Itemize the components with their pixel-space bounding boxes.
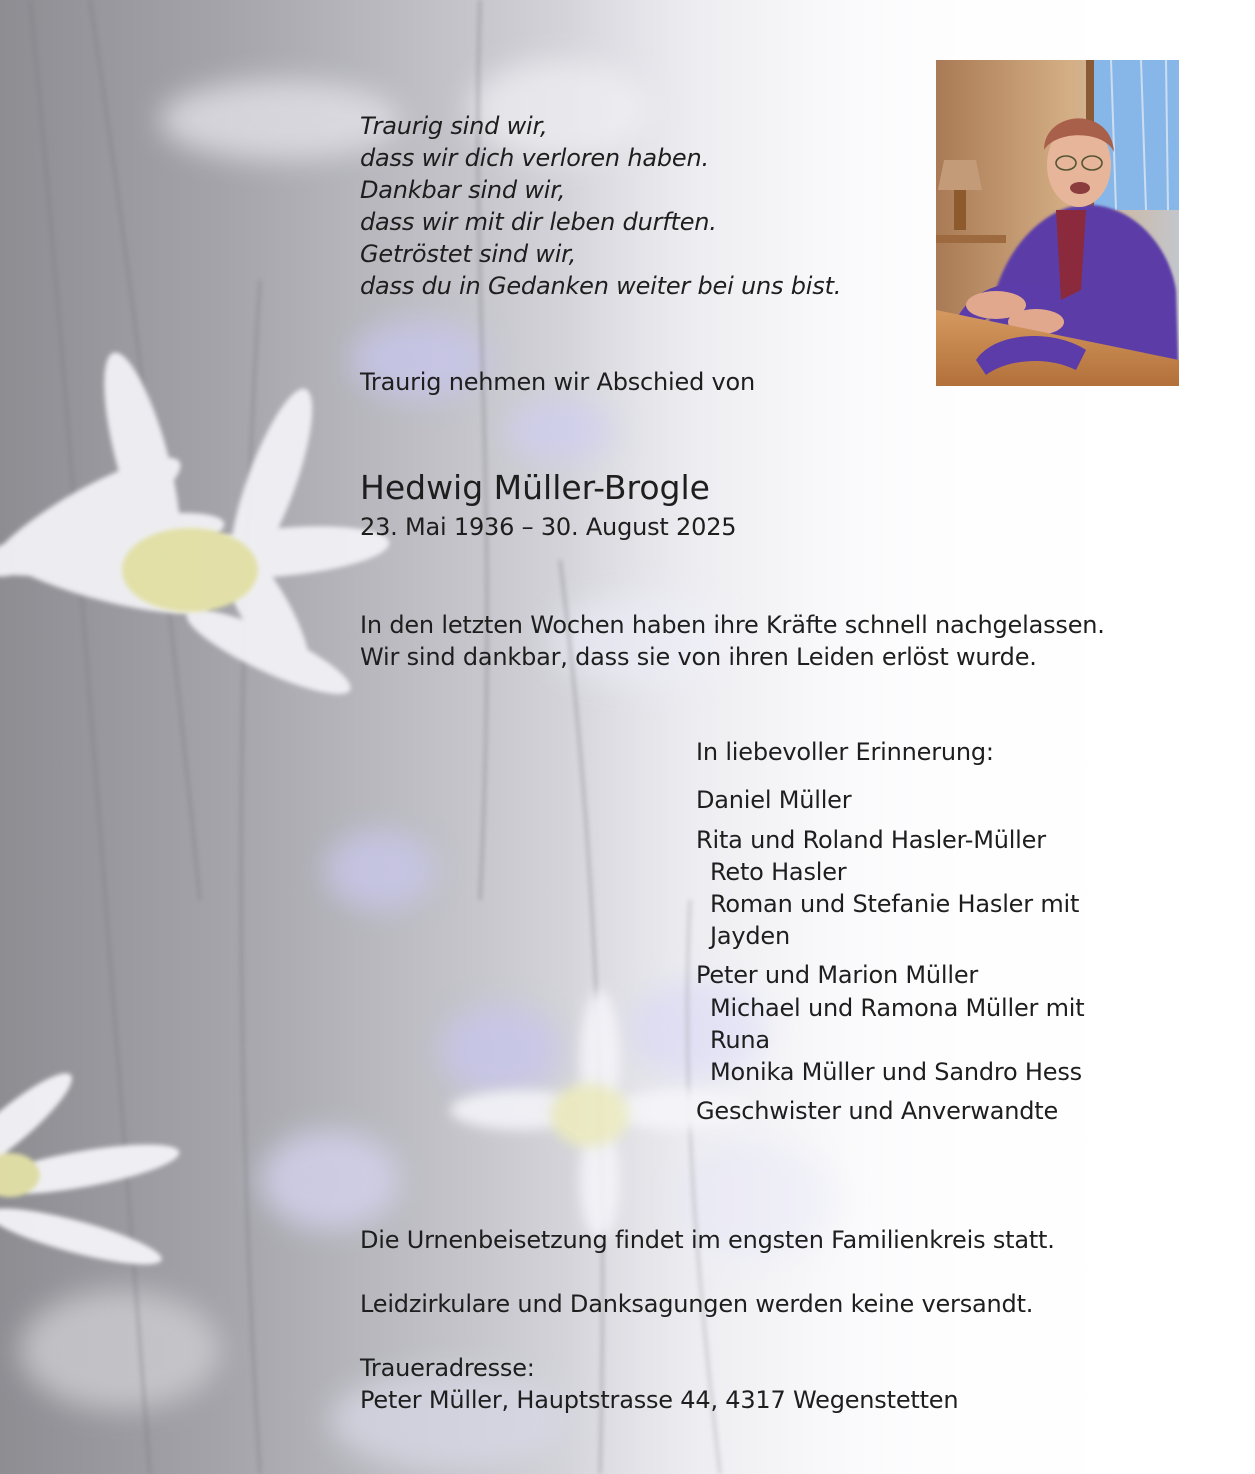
- message-line: Wir sind dankbar, dass sie von ihren Leiden erlöst wurde.: [360, 643, 1037, 671]
- poem-line: Traurig sind wir,: [360, 112, 548, 140]
- family-head: Rita und Roland Hasler-Müller: [696, 826, 1046, 854]
- deceased-dates: 23. Mai 1936 – 30. August 2025: [360, 513, 737, 541]
- poem: [360, 110, 841, 302]
- burial-notice: Die Urnenbeisetzung findet im engsten Familienkreis statt.: [360, 1226, 1055, 1254]
- family-member: Jayden: [710, 922, 790, 950]
- circulars-notice: Leidzirkulare und Danksagungen werden keine versandt.: [360, 1290, 1034, 1318]
- family-head: Daniel Müller: [696, 786, 852, 814]
- address-label: Traueradresse:: [360, 1354, 535, 1382]
- message-line: In den letzten Wochen haben ihre Kräfte schnell nachgelassen.: [360, 611, 1105, 639]
- poem-line: Dankbar sind wir,: [360, 176, 566, 204]
- memorial-heading: In liebevoller Erinnerung:: [696, 738, 994, 766]
- poem-line: dass wir mit dir leben durften.: [360, 208, 717, 236]
- family-member: Reto Hasler: [710, 858, 847, 886]
- family-member: Michael und Ramona Müller mit: [710, 994, 1085, 1022]
- family-member: Roman und Stefanie Hasler mit: [710, 890, 1080, 918]
- poem-line: dass wir dich verloren haben.: [360, 144, 709, 172]
- family-head: Peter und Marion Müller: [696, 961, 979, 989]
- family-member: Monika Müller und Sandro Hess: [710, 1058, 1082, 1086]
- poem-line: Getröstet sind wir,: [360, 240, 577, 268]
- poem-line: dass du in Gedanken weiter bei uns bist.: [360, 272, 842, 300]
- intro-text: Traurig nehmen wir Abschied von: [360, 368, 756, 396]
- portrait-photo: [936, 60, 1179, 386]
- deceased-name: Hedwig Müller-Brogle: [360, 468, 710, 507]
- family-head: Geschwister und Anverwandte: [696, 1097, 1059, 1125]
- family-member: Runa: [710, 1026, 770, 1054]
- mourning-address: Peter Müller, Hauptstrasse 44, 4317 Wegenstetten: [360, 1386, 959, 1414]
